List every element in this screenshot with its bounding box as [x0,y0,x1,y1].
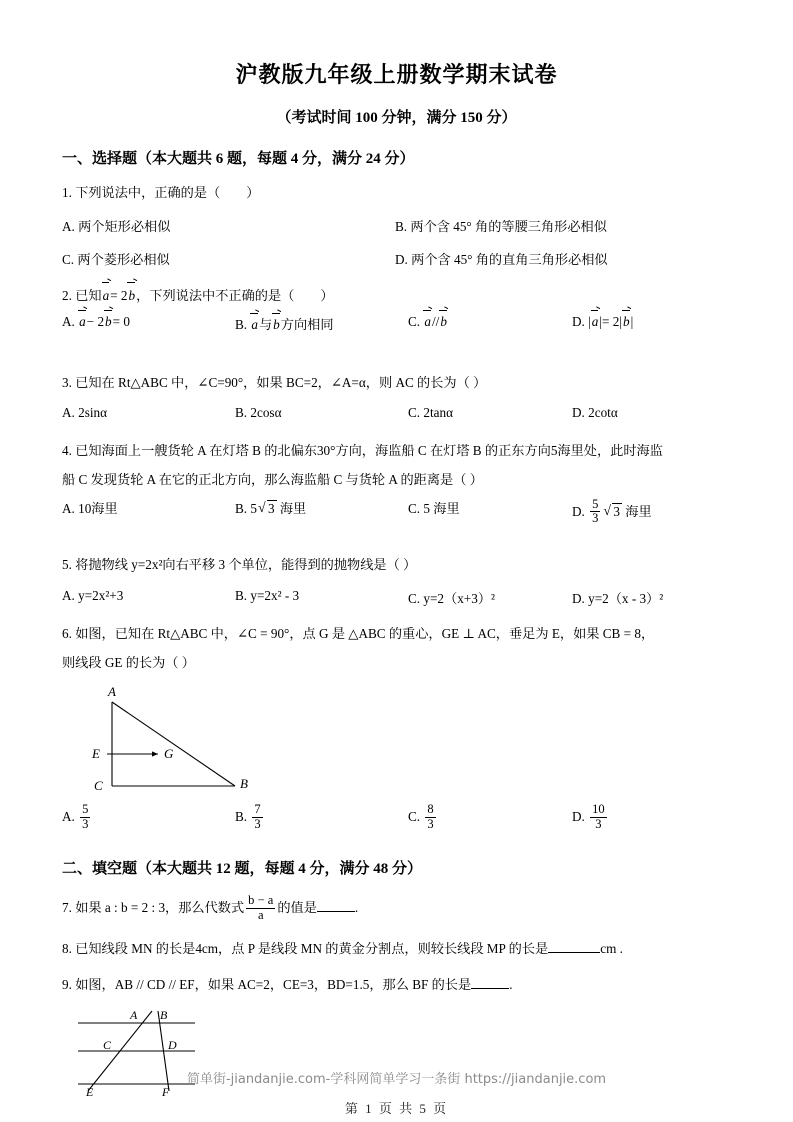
option-4-b-prefix: B. 5 [235,500,257,516]
footer-page-number: 第 1 页 共 5 页 [344,1101,449,1116]
option-2-b-mid: 与 [258,316,273,332]
footer-watermark: 简单街-jiandanjie.com-学科网简单学习一条街 https://jiandanjie.com [186,1072,607,1087]
question-4 [62,425,731,461]
option-6-a[interactable] [62,803,92,831]
option-5-b[interactable]: B. y=2x² - 3 [235,587,300,603]
question-6 [62,608,731,644]
question-7-text-post: 的值是 [277,900,317,916]
vector-b: b [440,313,447,329]
question-2 [62,269,731,306]
fraction [80,803,90,831]
option-5-d[interactable]: D. y=2（x - 3）² [572,590,664,606]
figure-label-A: A [108,684,116,700]
question-4-line1: 已知海面上一艘货轮 A 在灯塔 B 的北偏东30°方向，海监船 C 在灯塔 B 的正东方向5海里处，此时海监 [75,443,663,459]
question-2-paren-close: ） [320,287,334,303]
option-4-d[interactable] [572,498,652,526]
question-6-number: 6. [62,625,72,641]
sqrt-icon: √ 3 [603,503,620,519]
option-2-a-label: A. [62,313,75,329]
vector-a: a [79,313,86,329]
question-2-text-post: ，下列说法中不正确的是（ [136,287,295,303]
option-6-a-denominator: 3 [82,816,89,831]
question-7-denominator: a [246,908,275,922]
option-5-c[interactable]: C. y=2（x+3）² [408,590,495,606]
question-8-number: 8. [62,940,72,956]
option-6-c[interactable] [408,803,438,831]
option-6-d-denominator: 3 [590,817,607,831]
option-4-a[interactable]: A. 10海里 [62,500,118,516]
question-7-period: . [354,900,359,916]
option-6-d-numerator: 10 [592,802,605,817]
option-4-d-radicand: 3 [613,503,620,519]
figure-label-E: E [86,1084,94,1099]
section-heading-choice: 一、选择题（本大题共 6 题，每题 4 分，满分 24 分） [62,151,415,167]
fraction [246,894,275,922]
vector-a: a [102,286,111,306]
option-1-d[interactable]: D. 两个含 45° 角的直角三角形必相似 [395,251,608,267]
option-3-d[interactable]: D. 2cotα [572,405,618,421]
question-4-line2-wrap [62,461,731,490]
option-6-b-label: B. [235,809,248,825]
question-4-options [62,490,731,541]
question-2-eq: = 2 [110,287,128,303]
question-8 [62,922,731,959]
option-2-d-mid: = 2 [602,313,620,329]
vector-a: a [424,313,431,329]
option-6-b[interactable] [235,803,265,831]
answer-blank[interactable] [471,975,509,989]
vector-b: b [127,286,136,306]
question-5-text: 将抛物线 y=2x²向右平移 3 个单位，能得到的抛物线是（ ） [75,556,417,572]
question-3 [62,357,731,393]
option-1-c[interactable]: C. 两个菱形必相似 [62,251,170,267]
figure-label-F: F [162,1084,170,1099]
question-4-line2: 船 C 发现货轮 A 在它的正北方向，那么海监船 C 与货轮 A 的距离是（ ） [62,472,483,488]
question-7-text-pre: 如果 a : b = 2 : 3，那么代数式 [75,900,245,916]
option-2-a[interactable] [62,314,130,330]
vector-b: b [273,316,280,332]
option-2-a-expr: − 2 [86,313,105,329]
option-4-b-unit: 海里 [279,500,307,516]
option-4-c[interactable]: C. 5 海里 [408,500,460,516]
figure-label-D: D [168,1037,177,1052]
question-2-number: 2. [62,287,72,303]
question-6-line2-wrap [62,644,731,673]
question-8-text-post: cm . [600,940,623,956]
answer-blank[interactable] [317,899,355,913]
option-6-a-numerator: 5 [82,802,89,817]
option-2-b[interactable] [235,314,334,333]
question-7-numerator: b − a [248,893,274,908]
figure-label-B: B [160,1007,168,1022]
question-7-number: 7. [62,900,72,916]
option-2-d[interactable]: D. |a|= 2|b| [572,313,634,329]
fraction [590,498,600,526]
option-3-a[interactable]: A. 2sinα [62,405,108,421]
question-4-number: 4. [62,443,72,459]
question-3-text: 已知在 Rt△ABC 中，∠C=90°，如果 BC=2，∠A=α，则 AC 的长为（ ） [75,374,487,390]
option-6-d[interactable] [572,803,609,831]
option-4-d-label: D. [572,503,585,519]
question-7 [62,878,731,922]
option-4-d-numerator: 5 [592,496,599,511]
vector-b: b [622,313,630,329]
option-4-d-denominator: 3 [592,511,599,526]
option-6-b-numerator: 7 [254,802,261,817]
option-6-c-denominator: 3 [427,816,434,831]
option-2-a-tail: = 0 [112,313,130,329]
vector-b: b [105,313,112,329]
triangle-diagram [80,680,280,795]
figure-label-A: A [130,1007,138,1022]
exam-subtitle: （考试时间 100 分钟，满分 150 分） [276,110,517,126]
question-1-options-row1 [62,203,731,236]
question-9-number: 9. [62,976,72,992]
vector-a: a [591,313,599,329]
question-3-number: 3. [62,374,72,390]
question-9-period: . [509,976,513,992]
option-6-c-numerator: 8 [427,802,434,817]
option-4-b[interactable] [235,498,306,517]
figure-label-C: C [103,1037,112,1052]
section-heading-fill: 二、填空题（本大题共 12 题，每题 4 分，满分 48 分） [62,861,423,878]
option-2-c[interactable] [408,314,448,330]
question-5 [62,541,731,575]
question-9-text-pre: 如图，AB // CD // EF，如果 AC=2，CE=3，BD=1.5，那么 BF 的长是 [75,976,472,992]
option-2-c-label: C. [408,313,421,329]
question-1-number: 1. [62,185,72,200]
question-5-number: 5. [62,556,72,572]
question-1-options-row2 [62,236,731,269]
question-6-figure [62,672,731,795]
question-8-text-pre: 已知线段 MN 的长是4cm，点 P 是线段 MN 的黄金分割点，则较长线段 MP 的长是 [75,940,549,956]
option-2-c-mid: // [431,313,440,329]
question-2-options [62,306,731,357]
option-3-c[interactable]: C. 2tanα [408,405,454,421]
question-1-paren-close: ） [246,185,260,200]
fraction [590,803,607,831]
figure-label-C: C [94,778,103,794]
option-3-b[interactable]: B. 2cosα [235,405,282,421]
fraction [252,803,262,831]
option-1-a[interactable]: A. 两个矩形必相似 [62,218,171,234]
figure-label-G: G [164,746,174,762]
figure-label-E: E [92,746,100,762]
vector-a: a [251,316,258,332]
option-4-d-unit: 海里 [625,503,652,519]
option-6-a-label: A. [62,809,75,825]
question-3-options [62,392,731,425]
option-5-a[interactable]: A. y=2x²+3 [62,587,124,603]
option-2-d-label: D. [572,313,585,329]
option-4-b-radicand: 3 [267,500,275,516]
question-2-text-pre: 已知 [75,287,102,303]
question-5-options [62,575,731,608]
sqrt-icon: √ 3 [257,500,275,516]
option-6-c-label: C. [408,809,421,825]
question-9 [62,959,731,995]
option-2-b-tail: 方向相同 [280,316,334,332]
question-6-line1: 如图，已知在 Rt△ABC 中，∠C = 90°，点 G 是 △ABC 的重心，GE ⊥ AC，垂足为 E，如果 CB = 8， [75,625,655,641]
option-6-d-label: D. [572,809,585,825]
question-1-text: 下列说法中，正确的是（ [75,185,221,200]
page-title: 沪教版九年级上册数学期末试卷 [235,62,558,87]
figure-label-B: B [240,776,248,792]
option-6-b-denominator: 3 [254,816,261,831]
option-2-b-label: B. [235,316,248,332]
answer-blank[interactable] [548,939,600,953]
option-1-b[interactable]: B. 两个含 45° 角的等腰三角形必相似 [395,218,607,234]
fraction [425,803,435,831]
question-6-line2: 则线段 GE 的长为（ ） [62,654,195,670]
question-6-options [62,795,731,839]
question-1 [62,168,731,203]
